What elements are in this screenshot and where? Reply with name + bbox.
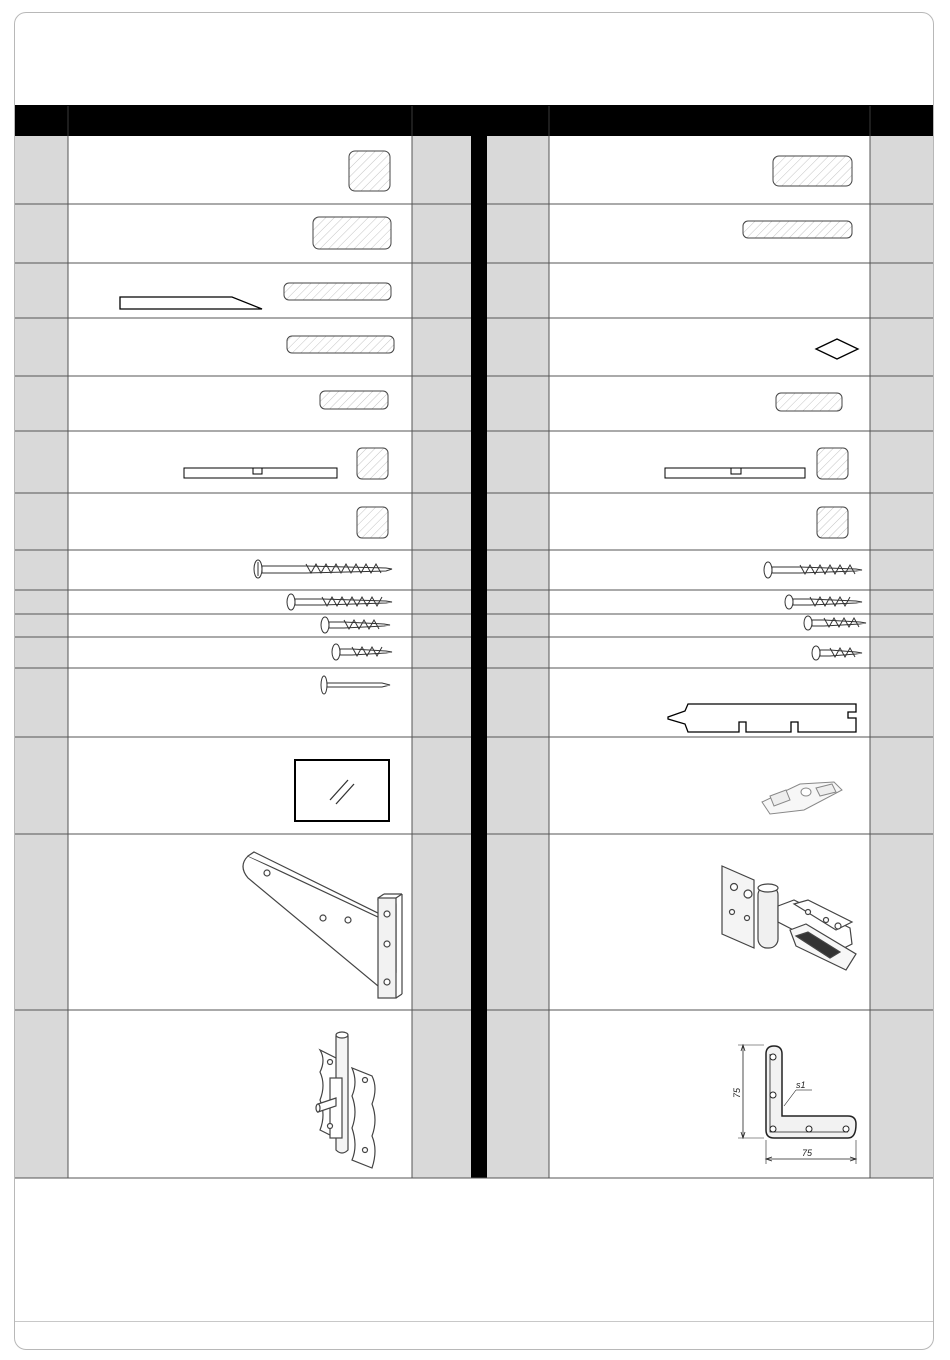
glass-pane <box>295 760 389 821</box>
rectangular-timber-profile <box>313 217 391 249</box>
corner-bracket <box>732 1045 856 1164</box>
long-wood-screw <box>254 560 392 578</box>
square-timber-profile <box>349 151 390 191</box>
square-post-profile <box>817 507 848 538</box>
door-bolt <box>316 1032 375 1168</box>
long-wood-screw <box>764 562 862 578</box>
flat-slat-profile <box>287 336 394 353</box>
bevelled-slat-side-view <box>120 297 262 309</box>
square-post-profile <box>817 448 848 479</box>
nail <box>321 676 390 694</box>
horizontal-dimension-label: 75 <box>801 1148 813 1158</box>
flat-slat-profile <box>284 283 391 300</box>
square-post-profile <box>357 507 388 538</box>
diamond-profile <box>816 339 858 359</box>
tongue-and-groove-board-profile <box>668 704 856 732</box>
hasp-and-staple <box>722 866 856 970</box>
square-post-profile <box>357 448 388 479</box>
rectangular-timber-profile <box>773 156 852 186</box>
post-notch <box>731 468 741 474</box>
flat-slat-profile <box>743 221 852 238</box>
thickness-label: s1 <box>796 1080 806 1090</box>
medium-wood-screw <box>287 594 392 610</box>
tee-hinge <box>243 852 402 998</box>
short-wood-screw <box>812 646 862 660</box>
medium-wood-screw <box>785 595 862 609</box>
short-wood-screw <box>804 616 866 630</box>
window-latch-keeper <box>762 782 842 814</box>
vertical-dimension-label: 75 <box>732 1087 742 1099</box>
short-wood-screw <box>321 617 390 633</box>
table-center-divider <box>471 105 487 1178</box>
small-slat-profile <box>776 393 842 411</box>
small-slat-profile <box>320 391 388 409</box>
post-notch <box>253 468 262 474</box>
short-wood-screw <box>332 644 392 660</box>
